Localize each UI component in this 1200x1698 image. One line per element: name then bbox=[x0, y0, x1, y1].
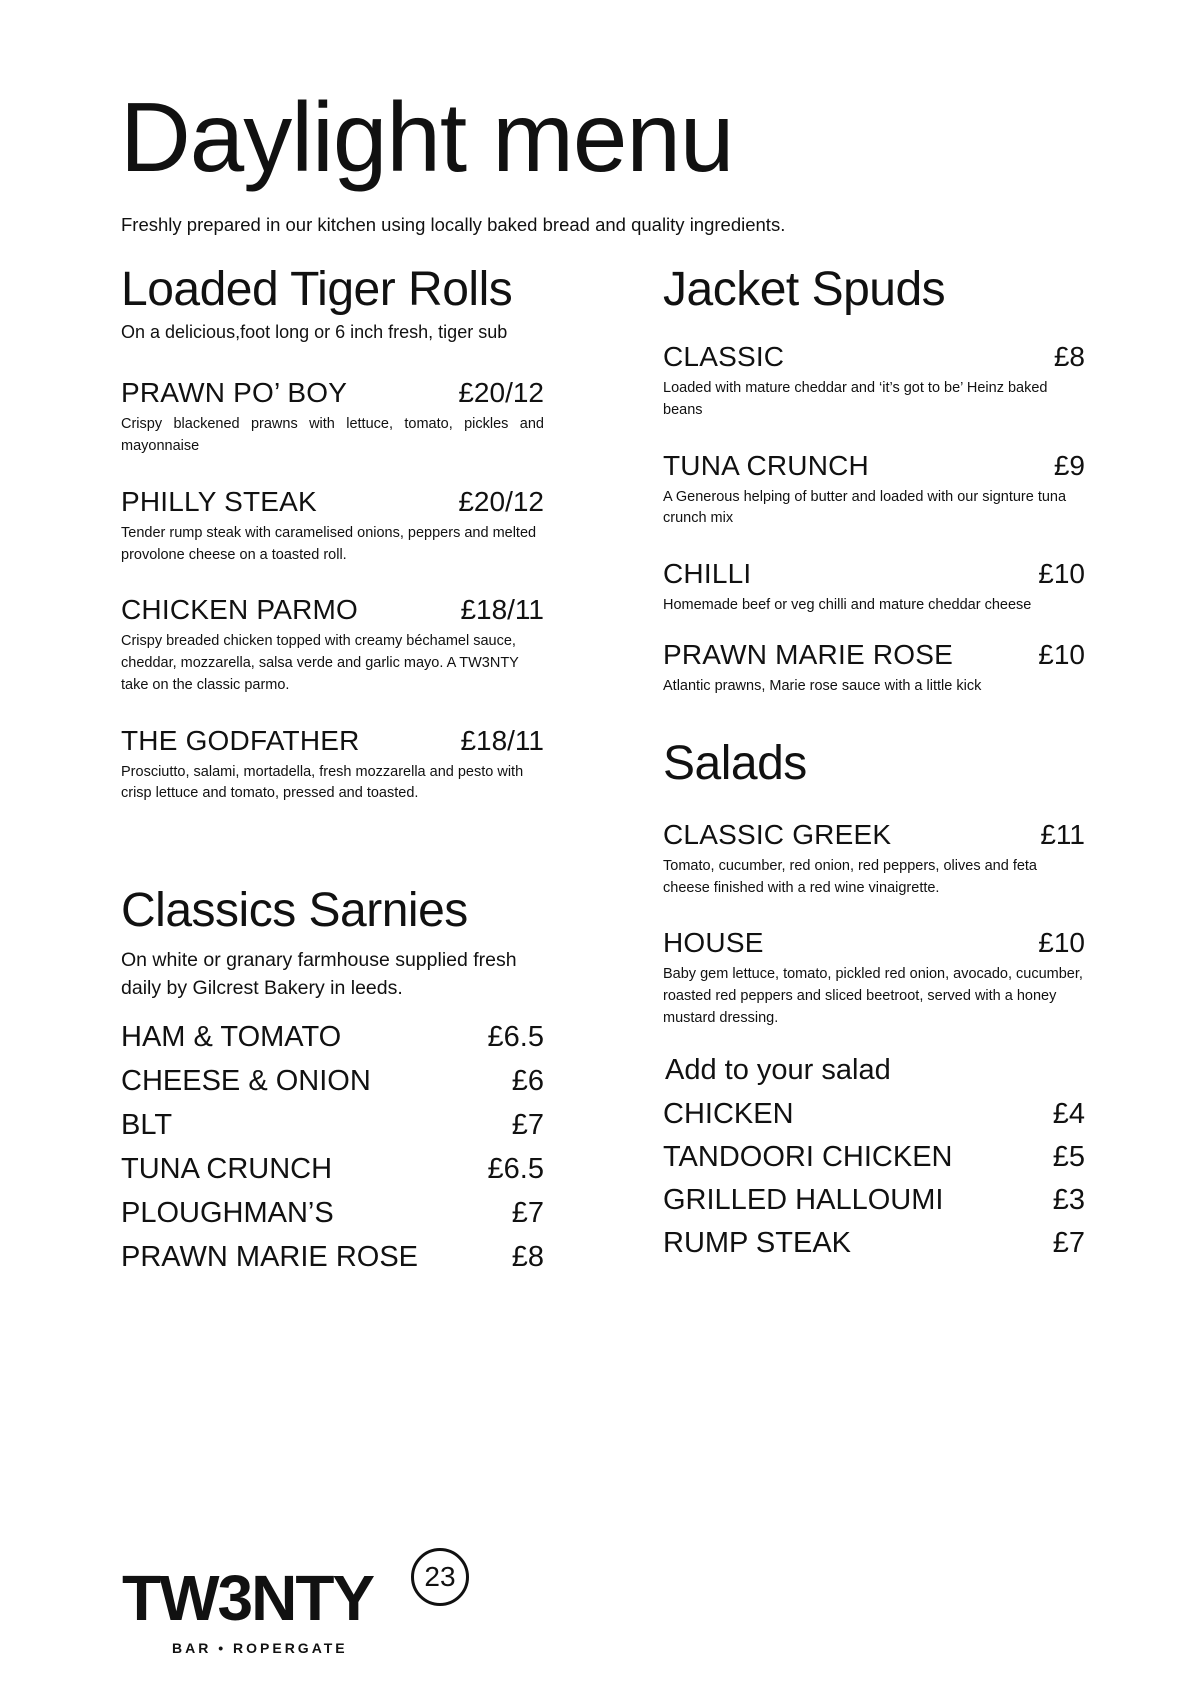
item-description: Crispy breaded chicken topped with creamy béchamel sauce, cheddar, mozzarella, salsa verde and garlic mayo. A TW3NTY take on the classic parmo. bbox=[121, 633, 519, 693]
sarnies-section bbox=[121, 883, 544, 1279]
section-title: Salads bbox=[663, 736, 807, 790]
item-name: HOUSE bbox=[663, 927, 764, 959]
item-price: £10 bbox=[1038, 638, 1085, 670]
logo-wordmark: TW3NTY bbox=[122, 1562, 374, 1634]
item-description: Prosciutto, salami, mortadella, fresh mozzarella and pesto with crisp lettuce and tomato, pressed and toasted. bbox=[121, 763, 524, 802]
item-price: £20/12 bbox=[458, 485, 544, 517]
item-name: THE GODFATHER bbox=[121, 724, 360, 756]
item-description: Tomato, cucumber, red onion, red peppers, olives and feta cheese finished with a red wine vinaigrette. bbox=[663, 857, 1037, 896]
item-price: £3 bbox=[1052, 1183, 1085, 1216]
item-price: £11 bbox=[1040, 818, 1085, 850]
item-name: CHILLI bbox=[663, 558, 752, 590]
menu-item bbox=[121, 486, 544, 567]
item-price: £10 bbox=[1038, 558, 1085, 590]
menu-item bbox=[121, 725, 544, 806]
menu-item bbox=[663, 819, 1085, 900]
item-name: CLASSIC GREEK bbox=[663, 818, 892, 850]
list-item bbox=[121, 1147, 544, 1191]
menu-item bbox=[121, 377, 544, 458]
item-name: TUNA CRUNCH bbox=[121, 1152, 333, 1185]
menu-item bbox=[121, 594, 544, 696]
item-name: HAM & TOMATO bbox=[121, 1020, 342, 1053]
item-price: £20/12 bbox=[458, 377, 544, 409]
item-description: Baby gem lettuce, tomato, pickled red onion, avocado, cucumber, roasted red peppers and sliced beetroot, served with a honey mustard dressing. bbox=[663, 966, 1083, 1026]
item-description: Atlantic prawns, Marie rose sauce with a little kick bbox=[663, 677, 982, 694]
list-item bbox=[663, 1136, 1085, 1179]
menu-item bbox=[663, 558, 1085, 617]
jacket-spuds-section bbox=[663, 262, 1085, 698]
item-price: £4 bbox=[1052, 1097, 1085, 1130]
item-price: £8 bbox=[1053, 341, 1085, 373]
item-name: CHEESE & ONION bbox=[121, 1064, 371, 1097]
item-price: £9 bbox=[1053, 449, 1085, 481]
list-item bbox=[121, 1103, 544, 1147]
item-name: CLASSIC bbox=[663, 341, 785, 373]
item-name: CHICKEN bbox=[663, 1097, 794, 1130]
item-description: A Generous helping of butter and loaded with our signture tuna crunch mix bbox=[663, 488, 1067, 527]
menu-item bbox=[663, 639, 1085, 698]
addons-list bbox=[663, 1093, 1085, 1265]
list-item bbox=[121, 1059, 544, 1103]
item-name: CHICKEN PARMO bbox=[121, 594, 358, 626]
item-name: PHILLY STEAK bbox=[121, 485, 317, 517]
left-column bbox=[121, 262, 544, 1279]
item-name: PLOUGHMAN’S bbox=[121, 1196, 334, 1229]
list-item bbox=[663, 1179, 1085, 1222]
item-price: £7 bbox=[511, 1108, 544, 1141]
item-price: £6 bbox=[511, 1064, 544, 1097]
item-price: £18/11 bbox=[460, 724, 544, 756]
right-column bbox=[663, 262, 1085, 1265]
logo-subtitle: BAR • ROPERGATE bbox=[172, 1640, 348, 1656]
list-item bbox=[121, 1235, 544, 1279]
item-price: £5 bbox=[1052, 1140, 1085, 1173]
list-item bbox=[121, 1191, 544, 1235]
item-name: TANDOORI CHICKEN bbox=[663, 1140, 953, 1173]
item-name: PRAWN MARIE ROSE bbox=[121, 1240, 419, 1273]
section-subtitle: On white or granary farmhouse supplied fresh daily by Gilcrest Bakery in leeds. bbox=[121, 949, 517, 1000]
sarnies-list bbox=[121, 1015, 544, 1279]
item-price: £8 bbox=[511, 1240, 544, 1273]
menu-item bbox=[663, 450, 1085, 531]
item-price: £7 bbox=[1052, 1226, 1085, 1259]
item-price: £10 bbox=[1038, 927, 1085, 959]
brand-logo bbox=[122, 1540, 482, 1656]
item-name: TUNA CRUNCH bbox=[663, 449, 869, 481]
item-description: Homemade beef or veg chilli and mature cheddar cheese bbox=[663, 597, 1032, 614]
section-subtitle: On a delicious,foot long or 6 inch fresh, tiger sub bbox=[121, 322, 508, 343]
list-item bbox=[663, 1222, 1085, 1265]
item-description: Tender rump steak with caramelised onions, peppers and melted provolone cheese on a toasted roll. bbox=[121, 524, 537, 563]
item-description: Loaded with mature cheddar and ‘it’s got to be’ Heinz baked beans bbox=[663, 380, 1048, 418]
menu-item bbox=[663, 927, 1085, 1029]
item-price: £6.5 bbox=[487, 1020, 544, 1053]
item-price: £6.5 bbox=[487, 1152, 544, 1185]
item-name: PRAWN PO’ BOY bbox=[121, 377, 348, 409]
item-name: GRILLED HALLOUMI bbox=[663, 1183, 944, 1216]
item-description: Crispy blackened prawns with lettuce, tomato, pickles and mayonnaise bbox=[121, 416, 544, 455]
section-title: Classics Sarnies bbox=[121, 884, 468, 938]
item-price: £7 bbox=[511, 1196, 544, 1229]
addons-heading: Add to your salad bbox=[665, 1053, 891, 1086]
item-price: £18/11 bbox=[460, 594, 544, 626]
menu-item bbox=[663, 341, 1085, 422]
tagline: Freshly prepared in our kitchen using locally baked bread and quality ingredients. bbox=[121, 214, 786, 235]
salads-section bbox=[663, 736, 1085, 1265]
item-name: BLT bbox=[121, 1108, 173, 1141]
list-item bbox=[121, 1015, 544, 1059]
section-title: Jacket Spuds bbox=[663, 263, 946, 316]
logo-number-badge: 23 bbox=[411, 1548, 469, 1606]
tiger-rolls-section bbox=[121, 262, 544, 805]
section-title: Loaded Tiger Rolls bbox=[121, 263, 513, 316]
item-name: PRAWN MARIE ROSE bbox=[663, 638, 953, 670]
page-title: Daylight menu bbox=[120, 82, 734, 192]
list-item bbox=[663, 1093, 1085, 1136]
item-name: RUMP STEAK bbox=[663, 1226, 852, 1259]
